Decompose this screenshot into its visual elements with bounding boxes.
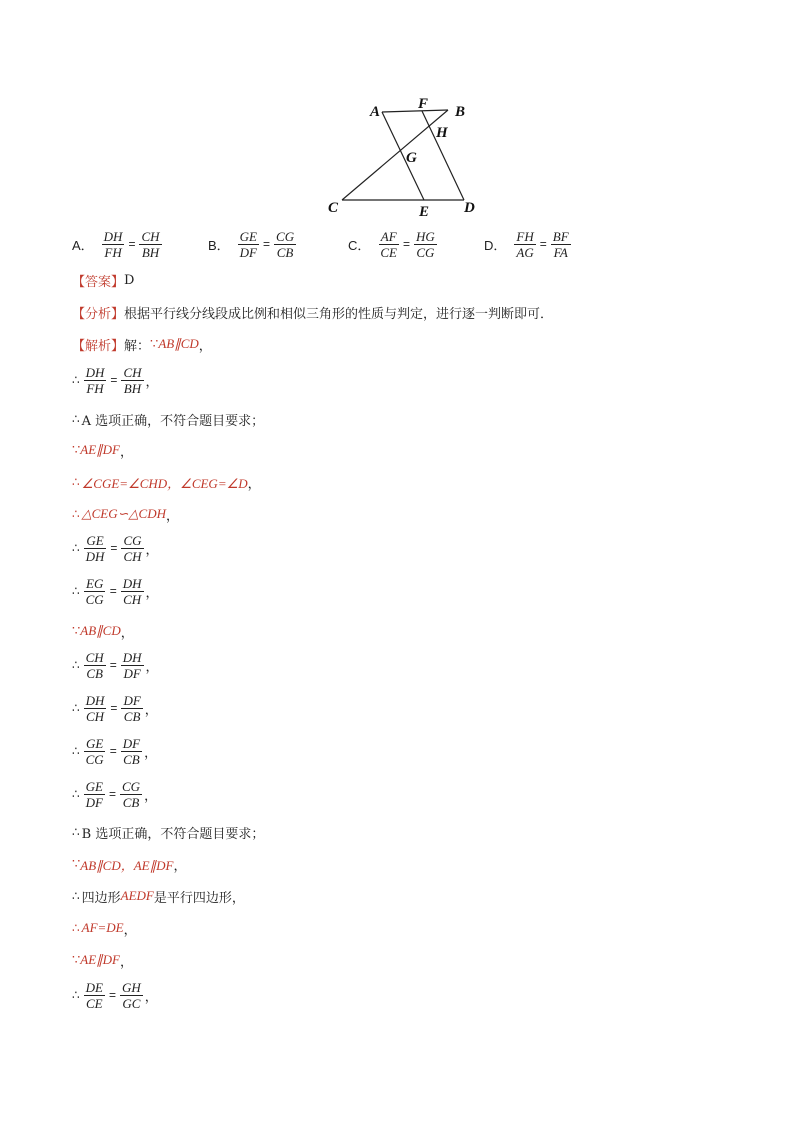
step-fraction-1: ∴ $\frac{DH}{FH}$ = $\frac{CH}{BH}$ ， — [72, 364, 159, 396]
label-h: H — [436, 125, 448, 141]
step-fraction-5: ∴ $\frac{DH}{CH}$ = $\frac{DF}{CB}$ ， — [72, 692, 158, 724]
answer-tag: 【答案】 — [72, 274, 125, 290]
step-a-correct: ∴ A 选项正确，不符合题目要求； — [72, 412, 265, 429]
fraction: $\frac{DH}{FH}$ — [103, 228, 123, 260]
step-ae-parallel-df: ∵ AE∥DF ， — [72, 442, 134, 460]
solution-tag: 【解析】 — [72, 338, 125, 354]
label-b: B — [455, 104, 466, 120]
fraction: $\frac{DH}{CH}$ — [85, 692, 105, 724]
step-parallelogram: ∴ 四边形 AEDF 是平行四边形， — [72, 888, 245, 906]
option-letter: B． — [208, 237, 230, 253]
fraction: $\frac{FH}{AG}$ — [516, 228, 534, 260]
fraction: $\frac{GE}{DF}$ — [239, 228, 258, 260]
analysis-text: 根据平行线分线段成比例和相似三角形的性质与判定，进行逐一判断即可． — [124, 306, 554, 322]
fraction: $\frac{GE}{DF}$ — [85, 778, 103, 810]
statement-ab-parallel-cd: AB∥CD — [158, 336, 199, 351]
step-both-parallel: ∵ AB∥CD，AE∥DF ， — [72, 856, 187, 874]
step-fraction-7: ∴ $\frac{GE}{DF}$ = $\frac{CG}{CB}$ ， — [72, 778, 158, 810]
segment-ae — [382, 112, 424, 200]
option-c: C． $\frac{AF}{CE}$ = $\frac{HG}{CG}$ — [348, 228, 435, 260]
fraction: $\frac{GH}{GC}$ — [122, 979, 141, 1011]
analysis-line — [72, 302, 553, 322]
step-fraction-2: ∴ $\frac{GE}{DH}$ = $\frac{CG}{CH}$ ， — [72, 532, 159, 564]
fraction: $\frac{DH}{DF}$ — [122, 649, 142, 681]
answer-options — [72, 223, 722, 265]
step-fraction-4: ∴ $\frac{CH}{CB}$ = $\frac{DH}{DF}$ ， — [72, 649, 159, 681]
label-f: F — [418, 96, 429, 112]
geometry-figure — [322, 92, 482, 222]
step-angles: ∴ ∠CGE=∠CHD，∠CEG=∠D ， — [72, 475, 261, 492]
fraction: $\frac{DH}{CH}$ — [122, 575, 142, 607]
option-letter: D． — [484, 237, 507, 253]
fraction: $\frac{CH}{BH}$ — [141, 228, 160, 260]
fraction: $\frac{GE}{DH}$ — [85, 532, 105, 564]
segment-ab — [382, 110, 448, 112]
label-a: A — [370, 104, 381, 120]
answer-line — [72, 270, 134, 290]
fraction: $\frac{DH}{FH}$ — [85, 364, 105, 396]
solution-intro-line: 【解析】 解： ∵ AB∥CD ， — [72, 336, 212, 354]
step-fraction-6: ∴ $\frac{GE}{CG}$ = $\frac{DF}{CB}$ ， — [72, 735, 158, 767]
option-b: B． $\frac{GE}{DF}$ = $\frac{CG}{CB}$ — [208, 228, 295, 260]
step-af-eq-de: ∴ AF=DE ， — [72, 920, 137, 938]
geometry-diagram — [322, 92, 482, 222]
fraction: $\frac{DE}{CE}$ — [85, 979, 103, 1011]
option-a: A． $\frac{DH}{FH}$ = $\frac{CH}{BH}$ — [72, 228, 160, 260]
step-fraction-3: ∴ $\frac{EG}{CG}$ = $\frac{DH}{CH}$ ， — [72, 575, 159, 607]
label-d: D — [464, 200, 475, 216]
fraction: $\frac{CG}{CB}$ — [122, 778, 141, 810]
fraction: $\frac{DF}{CB}$ — [122, 735, 141, 767]
segment-cb — [342, 110, 448, 200]
step-ae-parallel-df-2: ∵ AE∥DF ， — [72, 952, 134, 970]
fraction: $\frac{CG}{CB}$ — [276, 228, 295, 260]
fraction: $\frac{HG}{CG}$ — [416, 228, 435, 260]
fraction: $\frac{CG}{CH}$ — [123, 532, 142, 564]
fraction: $\frac{GE}{CG}$ — [85, 735, 104, 767]
solution-intro: 解： — [124, 338, 151, 354]
step-ab-parallel-cd-2: ∵ AB∥CD ， — [72, 623, 134, 641]
option-letter: C． — [348, 237, 371, 253]
analysis-tag: 【分析】 — [72, 306, 125, 322]
fraction: $\frac{DF}{CB}$ — [123, 692, 141, 724]
label-e: E — [419, 204, 430, 220]
step-similar: ∴ △CEG∽△CDH ， — [72, 506, 179, 524]
answer-value: D — [124, 272, 135, 288]
fraction: $\frac{BF}{FA}$ — [552, 228, 569, 260]
label-g: G — [406, 150, 417, 166]
label-c: C — [328, 200, 339, 216]
fraction: $\frac{CH}{BH}$ — [123, 364, 142, 396]
fraction: $\frac{EG}{CG}$ — [85, 575, 104, 607]
fraction: $\frac{CH}{CB}$ — [85, 649, 104, 681]
step-fraction-final: ∴ $\frac{DE}{CE}$ = $\frac{GH}{GC}$ ， — [72, 979, 158, 1011]
step-b-correct: ∴ B 选项正确，不符合题目要求； — [72, 825, 265, 842]
option-d: D． $\frac{FH}{AG}$ = $\frac{BF}{FA}$ — [484, 228, 569, 260]
fraction: $\frac{AF}{CE}$ — [380, 228, 398, 260]
option-letter: A． — [72, 237, 94, 253]
